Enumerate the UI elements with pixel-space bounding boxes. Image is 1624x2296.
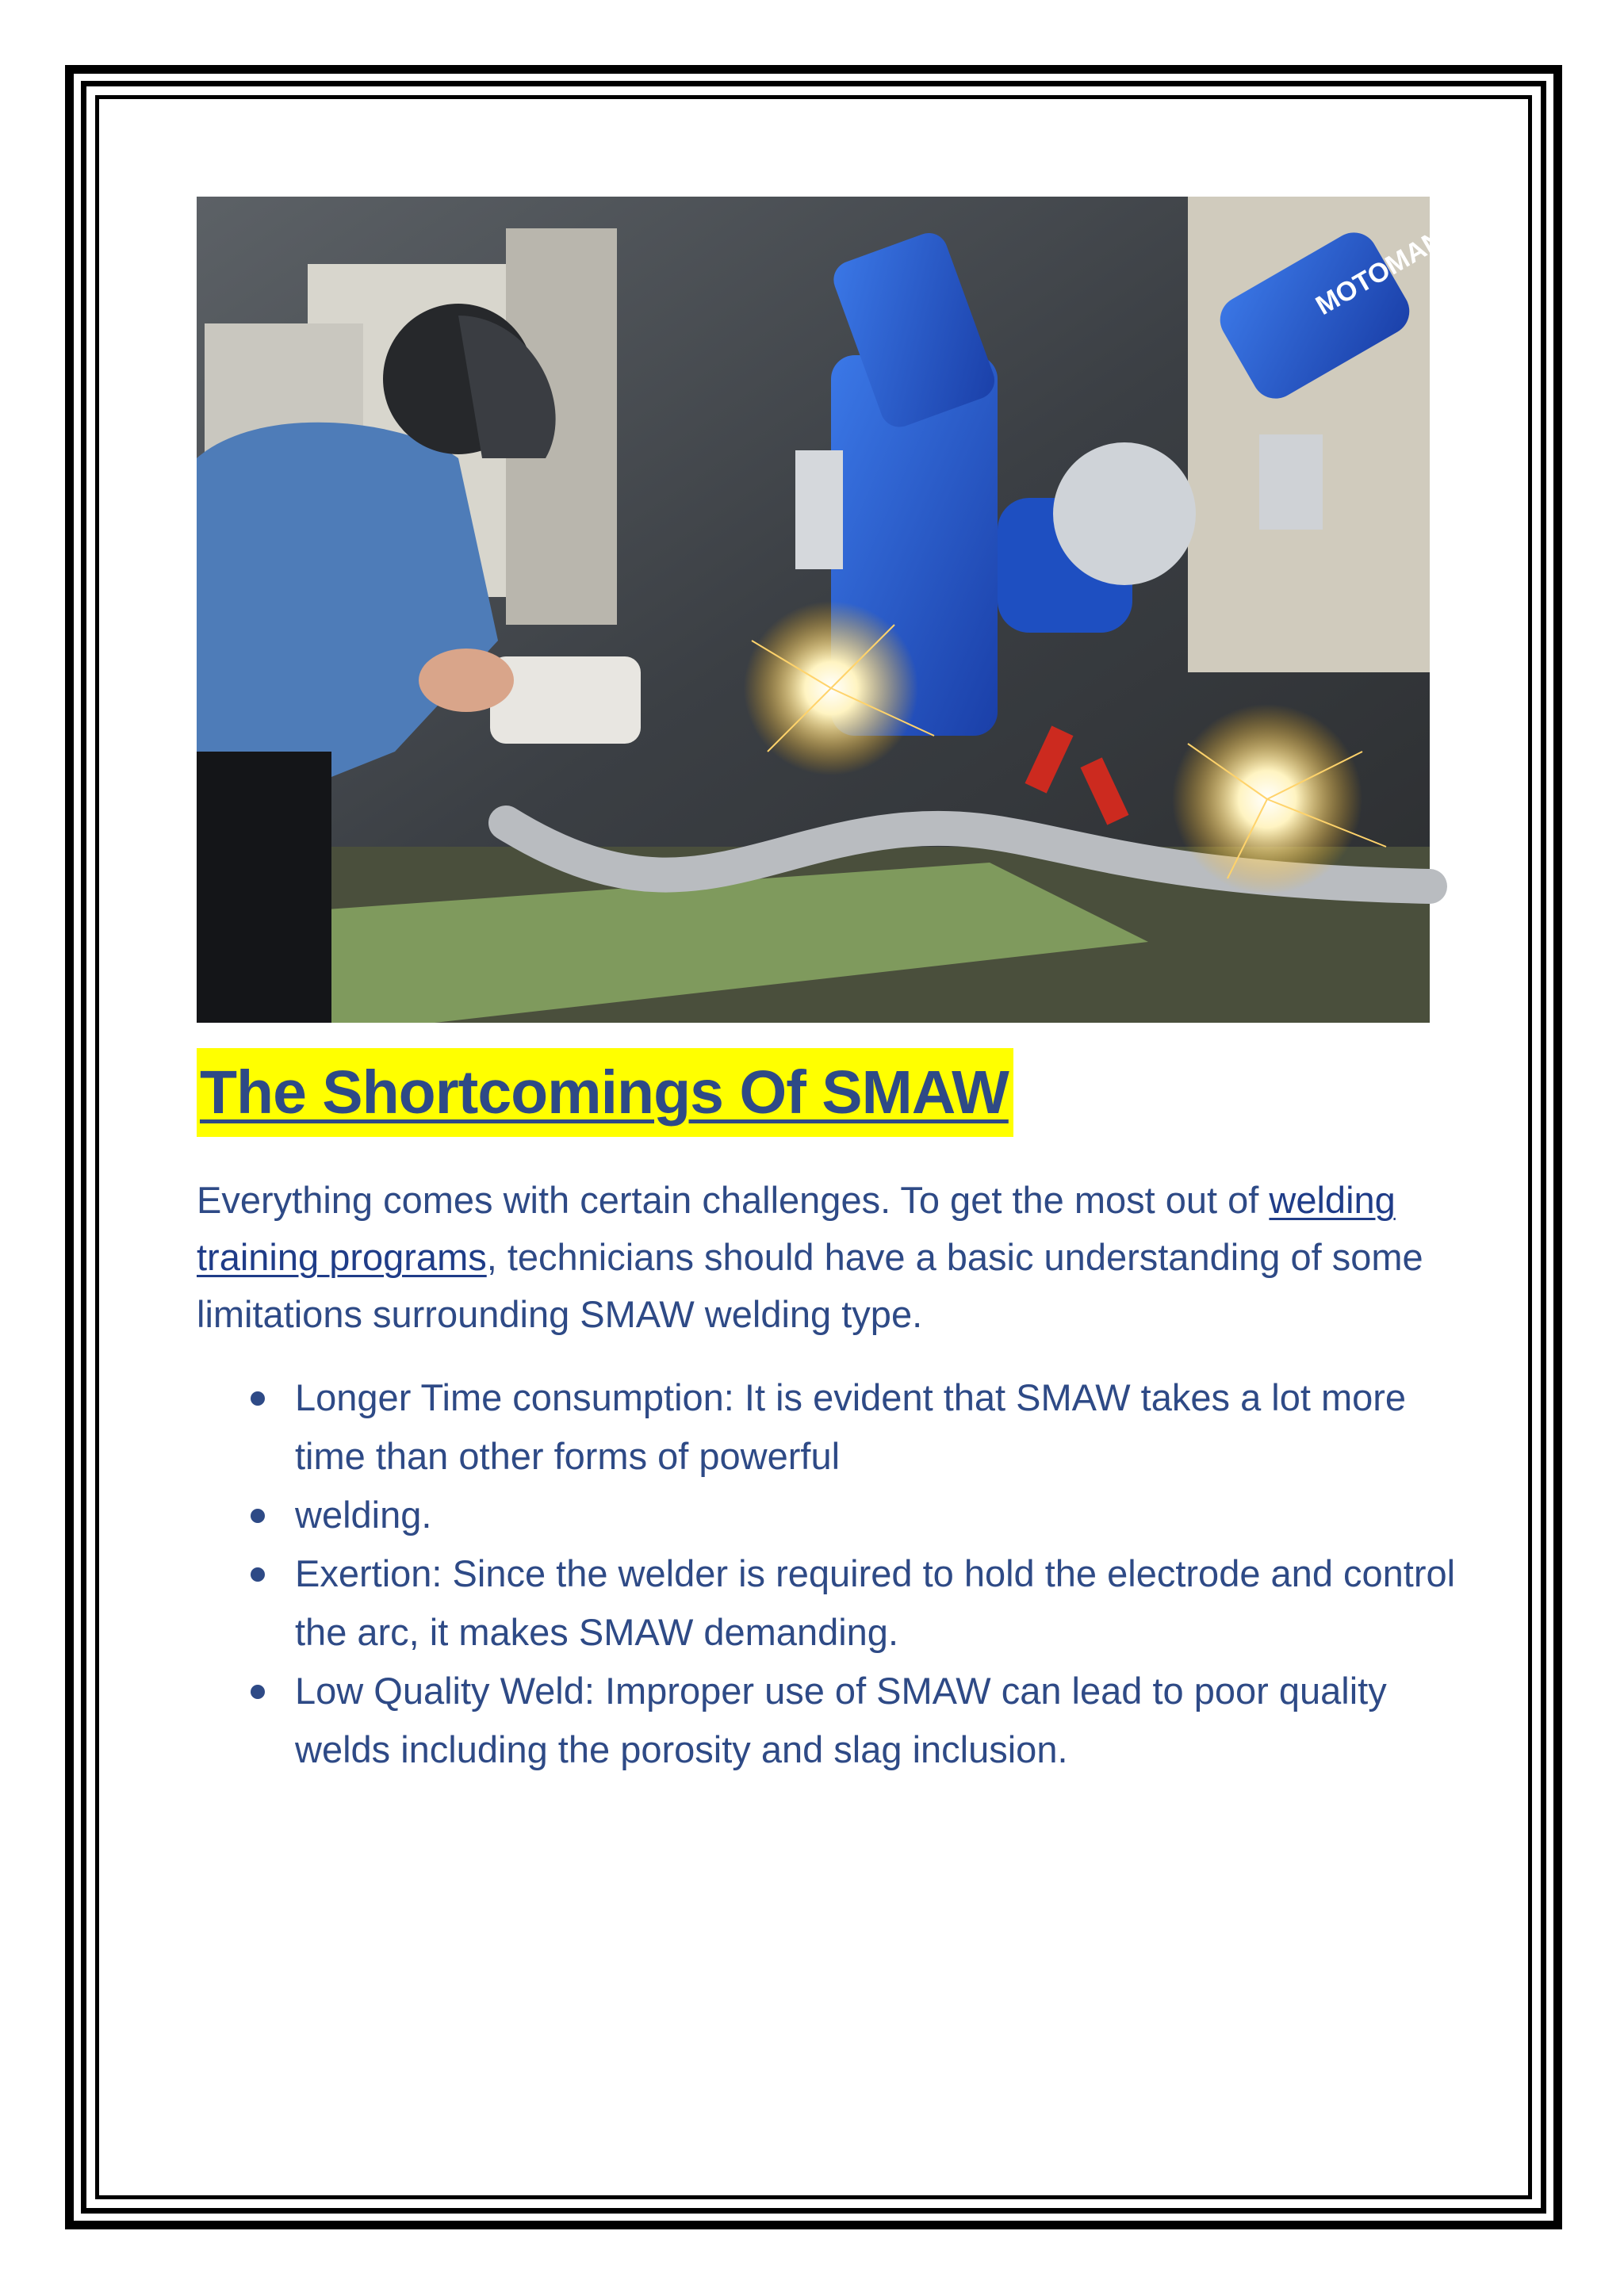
- welding-training-programs-link[interactable]: welding training programs: [197, 1179, 1396, 1278]
- bullet-icon: [251, 1391, 265, 1406]
- list-item-text: welding.: [295, 1494, 432, 1536]
- list-item: [197, 1486, 1465, 1544]
- bullet-icon: [251, 1509, 265, 1523]
- robot-brand-label: MOTOMAN: [1311, 224, 1449, 321]
- heading-container: [197, 1048, 1013, 1142]
- list-item: [197, 1368, 1465, 1486]
- page-title: The Shortcomings Of SMAW: [197, 1048, 1013, 1137]
- intro-text-start: Everything comes with certain challenges. To get the most out of: [197, 1179, 1270, 1221]
- bullet-icon: [251, 1567, 265, 1582]
- shortcomings-list: [197, 1368, 1465, 1779]
- list-item: [197, 1544, 1465, 1662]
- bullet-icon: [251, 1685, 265, 1699]
- welding-robot-photo: [197, 197, 1449, 1023]
- list-item-text: Longer Time consumption: It is evident that SMAW takes a lot more time than other forms of powerful: [295, 1376, 1407, 1477]
- list-item-text: Low Quality Weld: Improper use of SMAW can lead to poor quality welds including the porosity and slag inclusion.: [295, 1670, 1387, 1770]
- intro-text-end: , technicians should have a basic understanding of some limitations surrounding SMAW welding type.: [197, 1236, 1423, 1335]
- list-item-text: Exertion: Since the welder is required to hold the electrode and control the arc, it makes SMAW demanding.: [295, 1552, 1456, 1653]
- list-item: [197, 1662, 1465, 1779]
- intro-paragraph: [197, 1172, 1465, 1343]
